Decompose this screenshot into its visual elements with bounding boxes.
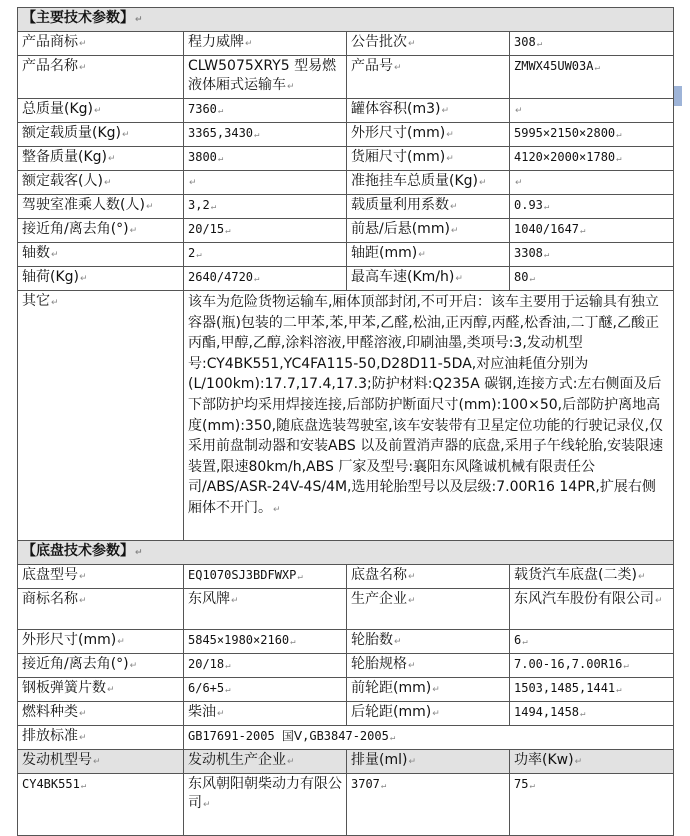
- paragraph-mark-icon: ↵: [446, 130, 454, 140]
- paragraph-mark-icon: ↵: [245, 39, 253, 49]
- paragraph-mark-icon: ↵: [79, 709, 87, 719]
- field-label: 接近角/离去角(°)↵: [18, 654, 184, 678]
- paragraph-mark-icon: ↵: [51, 250, 59, 260]
- field-value: 1040/1647↵: [510, 219, 674, 243]
- field-label: 驾驶室准乘人数(人)↵: [18, 195, 184, 219]
- paragraph-mark-icon: ↵: [637, 572, 646, 582]
- table-row: [18, 654, 674, 678]
- paragraph-mark-icon: ↵: [446, 154, 454, 164]
- field-label: 轴荷(Kg)↵: [18, 267, 184, 291]
- paragraph-mark-icon: ↵: [231, 596, 239, 606]
- paragraph-mark-icon: ↵: [196, 250, 202, 260]
- paragraph-mark-icon: ↵: [103, 178, 112, 188]
- table-row: [18, 99, 674, 123]
- field-value: [510, 171, 674, 195]
- paragraph-mark-icon: ↵: [217, 709, 225, 719]
- field-label: 商标名称↵: [18, 589, 184, 630]
- engine-model: CY4BK551↵: [18, 774, 184, 836]
- field-label: 货厢尺寸(mm)↵: [347, 147, 510, 171]
- field-value: 载货汽车底盘(二类)↵: [510, 565, 674, 589]
- emission-row: [18, 726, 674, 750]
- field-value: 3800↵: [184, 147, 347, 171]
- paragraph-mark-icon: ↵: [203, 800, 211, 810]
- displacement: 3707↵: [347, 774, 510, 836]
- table-row: [18, 267, 674, 291]
- paragraph-mark-icon: ↵: [616, 154, 622, 164]
- field-value: 80↵: [510, 267, 674, 291]
- paragraph-mark-icon: ↵: [655, 596, 663, 606]
- paragraph-mark-icon: ↵: [79, 733, 87, 743]
- paragraph-mark-icon: ↵: [394, 63, 402, 73]
- field-value: 3,2↵: [184, 195, 347, 219]
- paragraph-mark-icon: ↵: [79, 596, 87, 606]
- paragraph-mark-icon: ↵: [225, 685, 231, 695]
- field-label: 载质量利用系数↵: [347, 195, 510, 219]
- field-label: 整备质量(Kg)↵: [18, 147, 184, 171]
- table-row: [18, 171, 674, 195]
- field-value: 0.93↵: [510, 195, 674, 219]
- field-value: CLW5075XRY5 型易燃液体厢式运输车↵: [184, 56, 347, 99]
- field-value: 2640/4720↵: [184, 267, 347, 291]
- field-value: 1503,1485,1441↵: [510, 678, 674, 702]
- field-value: ZMWX45UW03A↵: [510, 56, 674, 99]
- field-label: 前悬/后悬(mm)↵: [347, 219, 510, 243]
- table-row: [18, 243, 674, 267]
- field-label: 轮胎数↵: [347, 630, 510, 654]
- paragraph-mark-icon: ↵: [129, 226, 138, 236]
- field-label: 罐体容积(m3)↵: [347, 99, 510, 123]
- paragraph-mark-icon: ↵: [574, 757, 583, 767]
- other-row: [18, 291, 674, 541]
- emission-value: GB17691-2005 国Ⅴ,GB3847-2005↵: [184, 726, 674, 750]
- field-label: 轴数↵: [18, 243, 184, 267]
- paragraph-mark-icon: ↵: [79, 572, 87, 582]
- table-row: [18, 123, 674, 147]
- engine-header-row: [18, 750, 674, 774]
- paragraph-mark-icon: ↵: [93, 757, 101, 767]
- paragraph-mark-icon: ↵: [594, 63, 600, 73]
- field-value: 308↵: [510, 32, 674, 56]
- paragraph-mark-icon: ↵: [515, 178, 523, 188]
- paragraph-mark-icon: ↵: [408, 661, 416, 671]
- field-label: 钢板弹簧片数↵: [18, 678, 184, 702]
- field-label: 生产企业↵: [347, 589, 510, 630]
- paragraph-mark-icon: ↵: [580, 709, 586, 719]
- field-value: 6/6+5↵: [184, 678, 347, 702]
- field-value: 2↵: [184, 243, 347, 267]
- field-value: 东风牌↵: [184, 589, 347, 630]
- paragraph-mark-icon: ↵: [145, 202, 154, 212]
- field-label: 接近角/离去角(°)↵: [18, 219, 184, 243]
- paragraph-mark-icon: ↵: [51, 298, 59, 308]
- field-value: 20/18↵: [184, 654, 347, 678]
- paragraph-mark-icon: ↵: [408, 757, 416, 767]
- paragraph-mark-icon: ↵: [254, 274, 260, 284]
- field-label: 额定载客(人)↵: [18, 171, 184, 195]
- field-label: 产品号↵: [347, 56, 510, 99]
- table-row: [18, 56, 674, 99]
- paragraph-mark-icon: ↵: [108, 154, 116, 164]
- paragraph-mark-icon: ↵: [408, 572, 416, 582]
- displacement-header: 排量(ml)↵: [347, 750, 510, 774]
- field-label: 外形尺寸(mm)↵: [18, 630, 184, 654]
- page-edge-marker: [674, 86, 682, 96]
- table-row: [18, 147, 674, 171]
- paragraph-mark-icon: ↵: [455, 274, 463, 284]
- field-value: 6↵: [510, 630, 674, 654]
- table-row: [18, 589, 674, 630]
- field-value: [184, 171, 347, 195]
- engine-maker: 东风朝阳朝柴动力有限公司↵: [184, 774, 347, 836]
- paragraph-mark-icon: ↵: [408, 596, 416, 606]
- paragraph-mark-icon: ↵: [287, 82, 295, 92]
- paragraph-mark-icon: ↵: [616, 130, 622, 140]
- field-value: 4120×2000×1780↵: [510, 147, 674, 171]
- engine-maker-header: 发动机生产企业↵: [184, 750, 347, 774]
- paragraph-mark-icon: ↵: [254, 130, 260, 140]
- paragraph-mark-icon: ↵: [394, 637, 402, 647]
- field-value: 5995×2150×2800↵: [510, 123, 674, 147]
- table-row: [18, 219, 674, 243]
- paragraph-mark-icon: ↵: [418, 250, 426, 260]
- field-label: 后轮距(mm)↵: [347, 702, 510, 726]
- paragraph-mark-icon: ↵: [135, 15, 143, 25]
- paragraph-mark-icon: ↵: [273, 504, 281, 515]
- chassis-section-header: [18, 541, 674, 565]
- paragraph-mark-icon: ↵: [450, 226, 459, 236]
- table-row: [18, 702, 674, 726]
- paragraph-mark-icon: ↵: [225, 661, 231, 671]
- field-value: 3308↵: [510, 243, 674, 267]
- field-value: [510, 99, 674, 123]
- field-value: 20/15↵: [184, 219, 347, 243]
- main-section-header: [18, 8, 674, 32]
- power: 75↵: [510, 774, 674, 836]
- paragraph-mark-icon: ↵: [432, 685, 440, 695]
- paragraph-mark-icon: ↵: [623, 661, 629, 671]
- paragraph-mark-icon: ↵: [380, 781, 387, 791]
- engine-row: [18, 774, 674, 836]
- paragraph-mark-icon: ↵: [529, 274, 535, 284]
- field-label: 产品商标↵: [18, 32, 184, 56]
- field-label: 燃料种类↵: [18, 702, 184, 726]
- field-label: 产品名称↵: [18, 56, 184, 99]
- paragraph-mark-icon: ↵: [408, 39, 416, 49]
- power-header: 功率(Kw)↵: [510, 750, 674, 774]
- paragraph-mark-icon: ↵: [217, 154, 224, 164]
- field-value: 3365,3430↵: [184, 123, 347, 147]
- field-label: 外形尺寸(mm)↵: [347, 123, 510, 147]
- spec-table: [17, 7, 674, 836]
- paragraph-mark-icon: ↵: [94, 106, 102, 116]
- field-label: 轴距(mm)↵: [347, 243, 510, 267]
- engine-model-header: 发动机型号↵: [18, 750, 184, 774]
- field-value: 5845×1980×2160↵: [184, 630, 347, 654]
- field-value: 柴油↵: [184, 702, 347, 726]
- paragraph-mark-icon: ↵: [450, 202, 458, 212]
- field-label: 公告批次↵: [347, 32, 510, 56]
- paragraph-mark-icon: ↵: [117, 637, 125, 647]
- paragraph-mark-icon: ↵: [80, 274, 88, 284]
- field-value: 程力威牌↵: [184, 32, 347, 56]
- paragraph-mark-icon: ↵: [441, 106, 450, 116]
- field-value: 1494,1458↵: [510, 702, 674, 726]
- paragraph-mark-icon: ↵: [479, 178, 487, 188]
- table-row: [18, 678, 674, 702]
- field-value: 7.00-16,7.00R16↵: [510, 654, 674, 678]
- paragraph-mark-icon: ↵: [616, 685, 622, 695]
- table-row: [18, 630, 674, 654]
- paragraph-mark-icon: ↵: [79, 63, 87, 73]
- paragraph-mark-icon: ↵: [580, 226, 586, 236]
- paragraph-mark-icon: ↵: [543, 202, 550, 212]
- emission-label: 排放标准↵: [18, 726, 184, 750]
- chassis-section-title: 【底盘技术参数】↵: [18, 541, 674, 565]
- field-value: 东风汽车股份有限公司↵: [510, 589, 674, 630]
- field-value: 7360↵: [184, 99, 347, 123]
- paragraph-mark-icon: ↵: [543, 250, 550, 260]
- paragraph-mark-icon: ↵: [135, 548, 143, 558]
- paragraph-mark-icon: ↵: [515, 106, 523, 116]
- paragraph-mark-icon: ↵: [225, 226, 231, 236]
- paragraph-mark-icon: ↵: [389, 733, 396, 743]
- field-value: EQ1070SJ3BDFWXP↵: [184, 565, 347, 589]
- paragraph-mark-icon: ↵: [107, 685, 115, 695]
- paragraph-mark-icon: ↵: [297, 572, 303, 582]
- field-label: 额定载质量(Kg)↵: [18, 123, 184, 147]
- paragraph-mark-icon: ↵: [522, 637, 528, 647]
- field-label: 轮胎规格↵: [347, 654, 510, 678]
- paragraph-mark-icon: ↵: [536, 39, 543, 49]
- paragraph-mark-icon: ↵: [122, 130, 130, 140]
- other-label: 其它↵: [18, 291, 184, 541]
- paragraph-mark-icon: ↵: [287, 757, 295, 767]
- field-label: 底盘名称↵: [347, 565, 510, 589]
- paragraph-mark-icon: ↵: [217, 106, 224, 116]
- field-label: 最高车速(Km/h)↵: [347, 267, 510, 291]
- paragraph-mark-icon: ↵: [529, 781, 535, 791]
- main-section-title: 【主要技术参数】↵: [18, 8, 674, 32]
- field-label: 底盘型号↵: [18, 565, 184, 589]
- table-row: [18, 195, 674, 219]
- paragraph-mark-icon: ↵: [129, 661, 138, 671]
- paragraph-mark-icon: ↵: [189, 178, 197, 188]
- paragraph-mark-icon: ↵: [79, 39, 87, 49]
- field-label: 前轮距(mm)↵: [347, 678, 510, 702]
- table-row: [18, 565, 674, 589]
- field-label: 准拖挂车总质量(Kg)↵: [347, 171, 510, 195]
- paragraph-mark-icon: ↵: [210, 202, 217, 212]
- paragraph-mark-icon: ↵: [432, 709, 440, 719]
- field-label: 总质量(Kg)↵: [18, 99, 184, 123]
- paragraph-mark-icon: ↵: [80, 781, 87, 791]
- paragraph-mark-icon: ↵: [290, 637, 296, 647]
- page-edge-marker: [674, 96, 682, 106]
- table-row: [18, 32, 674, 56]
- other-description: 该车为危险货物运输车,厢体顶部封闭,不可开启：该车主要用于运输具有独立容器(瓶)包装的二甲苯,苯,甲苯,乙醛,松油,正丙醇,丙醛,松香油,二丁醚,乙酸正丙酯,甲醇,乙醇,涂料溶液,甲醛溶液,印刷油墨,类项号:3,发动机型号:CY4BK551,YC4FA115-50,D28D11-5DA,对应油耗值分别为(L/100km):17.7,17.4,17.3;防护材料:Q235A 碳钢,连接方式:左右侧面及后下部防护均采用焊接连接,后部防护断面尺寸(mm):100×50,后部防护离地高度(mm):350,随底盘选装驾驶室,该车安装带有卫星定位功能的行驶记录仪,仅采用前盘制动器和安装ABS 以及前置消声器的底盘,采用子午线轮胎,安装限速装置,限速80km/h,ABS 厂家及型号:襄阳东风隆诚机械有限责任公司/ABS/ASR-24V-4S/4M,选用轮胎型号以及层级:7.00R16 14PR,扩展右侧厢体不开门。↵: [184, 291, 674, 541]
